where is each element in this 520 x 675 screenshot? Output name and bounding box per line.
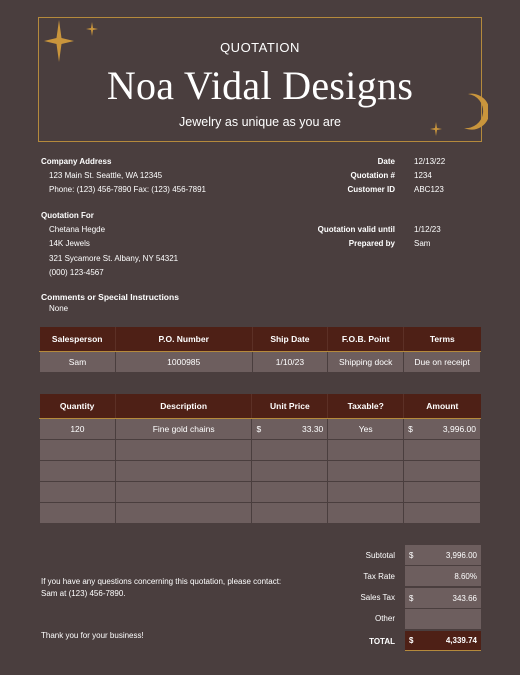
column-header: Taxable? [328, 394, 404, 418]
empty-cell[interactable] [115, 481, 252, 502]
other-field[interactable] [405, 609, 481, 629]
empty-cell[interactable] [252, 481, 328, 502]
currency-symbol: $ [409, 550, 414, 560]
fob-point-cell[interactable]: Shipping dock [328, 351, 404, 372]
prepared-by-value: Sam [414, 239, 431, 248]
ship-date-cell[interactable]: 1/10/23 [252, 351, 328, 372]
empty-cell[interactable] [404, 439, 481, 460]
currency-symbol: $ [256, 423, 262, 434]
empty-cell[interactable] [115, 460, 252, 481]
subtotal-value: 3,996.00 [445, 550, 477, 560]
large-star-icon [44, 20, 74, 62]
items-table [39, 394, 481, 524]
table-row [40, 439, 481, 460]
quotation-number-label: Quotation # [350, 171, 395, 180]
column-header: Quantity [40, 394, 116, 418]
order-info-table [39, 327, 481, 373]
total-label: TOTAL [369, 637, 395, 646]
table-row [40, 418, 481, 439]
header-box [38, 17, 482, 142]
date-value: 12/13/22 [414, 157, 446, 166]
company-address-label: Company Address [41, 157, 112, 166]
empty-cell[interactable] [328, 481, 404, 502]
quotation-for-label: Quotation For [41, 211, 94, 220]
customer-id-value: ABC123 [414, 185, 444, 194]
valid-until-label: Quotation valid until [317, 225, 395, 234]
subtotal-field[interactable] [405, 545, 481, 565]
sales-tax-value: 343.66 [452, 593, 477, 603]
empty-cell[interactable] [328, 460, 404, 481]
amount-cell[interactable] [404, 418, 481, 439]
quantity-cell[interactable]: 120 [40, 418, 116, 439]
subtotal-label: Subtotal [365, 551, 395, 560]
prepared-by-label: Prepared by [348, 239, 395, 248]
empty-cell[interactable] [115, 439, 252, 460]
small-star-icon [430, 122, 442, 136]
amount-value: 3,996.00 [442, 423, 476, 434]
doc-type: QUOTATION [220, 40, 300, 55]
sales-tax-field[interactable] [405, 588, 481, 608]
sales-tax-label: Sales Tax [360, 593, 395, 602]
quotation-number-value: 1234 [414, 171, 432, 180]
currency-symbol: $ [409, 636, 414, 645]
total-value: 4,339.74 [445, 636, 477, 645]
column-header: Terms [404, 327, 481, 351]
empty-cell[interactable] [40, 502, 116, 523]
column-header: Salesperson [40, 327, 116, 351]
other-label: Other [374, 614, 395, 623]
salesperson-cell[interactable]: Sam [40, 351, 116, 372]
table-row [40, 460, 481, 481]
table-row [40, 502, 481, 523]
client-company: 14K Jewels [49, 239, 90, 248]
tax-rate-value: 8.60% [454, 571, 477, 581]
contact-text: If you have any questions concerning this quotation, please contact: [41, 577, 282, 586]
table-header-row [40, 394, 481, 418]
table-header-row [40, 327, 481, 351]
currency-symbol: $ [409, 593, 414, 603]
comments-text: None [49, 304, 69, 313]
column-header: P.O. Number [115, 327, 252, 351]
empty-cell[interactable] [404, 460, 481, 481]
currency-symbol: $ [408, 423, 413, 434]
table-row [40, 351, 481, 372]
terms-cell[interactable]: Due on receipt [404, 351, 481, 372]
empty-cell[interactable] [404, 502, 481, 523]
po-number-cell[interactable]: 1000985 [115, 351, 252, 372]
empty-cell[interactable] [252, 460, 328, 481]
company-name: Noa Vidal Designs [106, 63, 414, 108]
empty-cell[interactable] [252, 502, 328, 523]
empty-cell[interactable] [252, 439, 328, 460]
unit-price-value: 33.30 [302, 423, 324, 434]
taxable-cell[interactable]: Yes [328, 418, 404, 439]
column-header: Ship Date [252, 327, 328, 351]
column-header: F.O.B. Point [328, 327, 404, 351]
moon-icon [458, 93, 488, 131]
company-phone-fax: Phone: (123) 456-7890 Fax: (123) 456-7891 [49, 185, 206, 194]
description-cell[interactable]: Fine gold chains [115, 418, 252, 439]
column-header: Amount [404, 394, 481, 418]
date-label: Date [377, 157, 395, 166]
empty-cell[interactable] [115, 502, 252, 523]
tax-rate-field[interactable] [405, 566, 481, 586]
empty-cell[interactable] [328, 439, 404, 460]
column-header: Unit Price [252, 394, 328, 418]
client-street: 321 Sycamore St. Albany, NY 54321 [49, 254, 179, 263]
client-phone: (000) 123-4567 [49, 268, 104, 277]
thank-you-text: Thank you for your business! [41, 631, 144, 640]
empty-cell[interactable] [404, 481, 481, 502]
company-street: 123 Main St. Seattle, WA 12345 [49, 171, 163, 180]
small-star-icon [86, 22, 98, 36]
tax-rate-label: Tax Rate [363, 572, 395, 581]
empty-cell[interactable] [40, 481, 116, 502]
customer-id-label: Customer ID [347, 185, 395, 194]
empty-cell[interactable] [40, 460, 116, 481]
empty-cell[interactable] [328, 502, 404, 523]
unit-price-cell[interactable] [252, 418, 328, 439]
total-field[interactable] [405, 631, 481, 651]
contact-person: Sam at (123) 456-7890. [41, 589, 126, 598]
client-name: Chetana Hegde [49, 225, 106, 234]
empty-cell[interactable] [40, 439, 116, 460]
comments-label: Comments or Special Instructions [41, 292, 179, 302]
tagline: Jewelry as unique as you are [179, 115, 341, 129]
table-row [40, 481, 481, 502]
column-header: Description [115, 394, 252, 418]
valid-until-value: 1/12/23 [414, 225, 441, 234]
